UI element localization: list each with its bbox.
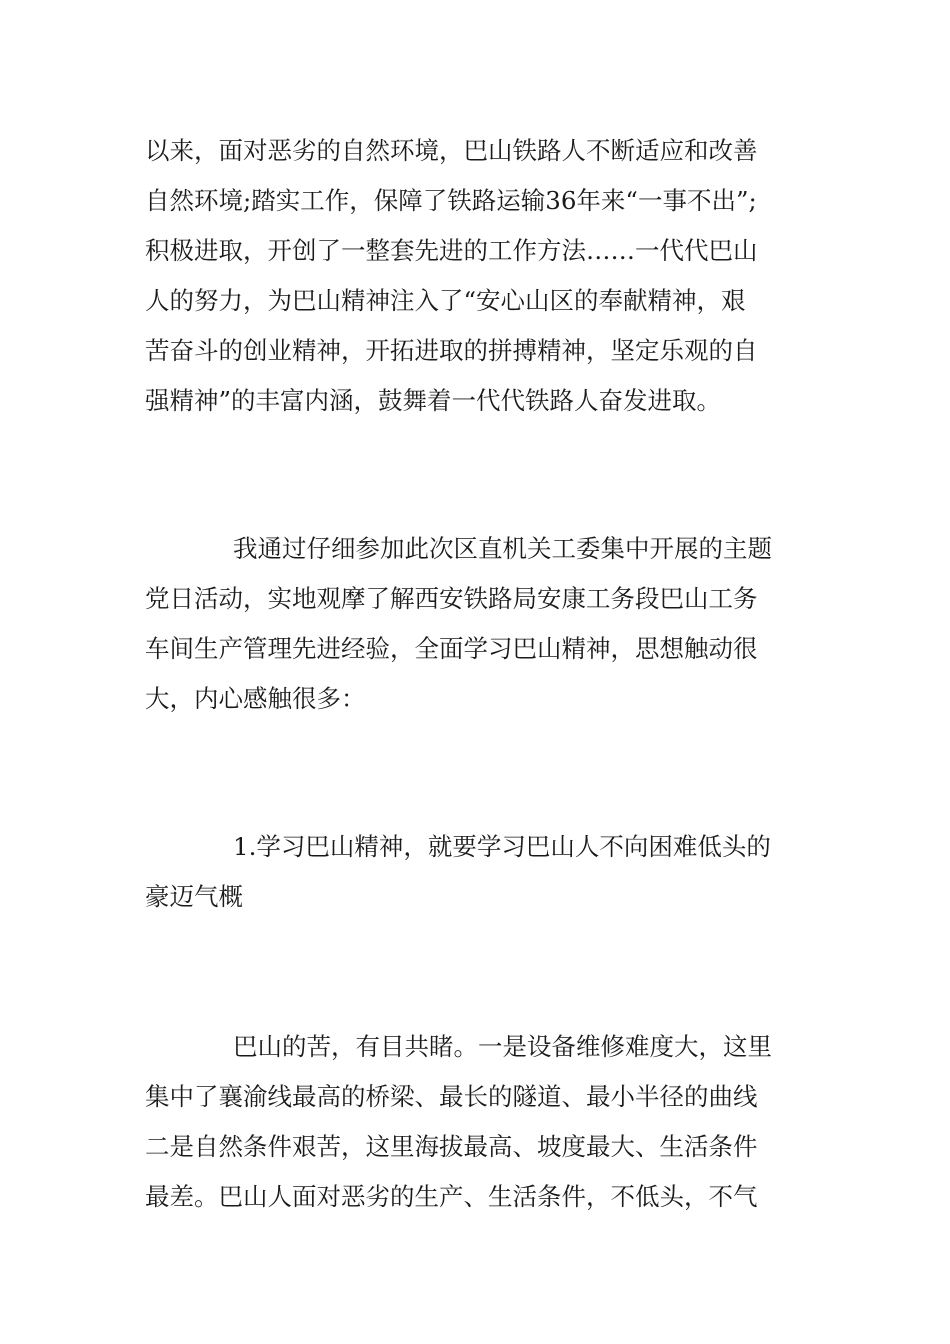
text-line: 强精神”的丰富内涵，鼓舞着一代代铁路人奋发进取。 <box>145 386 722 415</box>
text-line: 巴山的苦，有目共睹。一是设备维修难度大，这里 <box>233 1032 772 1061</box>
text-line: 车间生产管理先进经验，全面学习巴山精神，思想触动很 <box>145 634 758 663</box>
text-line: 以来，面对恶劣的自然环境，巴山铁路人不断适应和改善 <box>145 136 758 165</box>
text-line: 二是自然条件艰苦，这里海拔最高、坡度最大、生活条件 <box>145 1132 758 1161</box>
paragraph-bashan-hardship <box>145 1022 815 1222</box>
text-line: 大，内心感触很多： <box>145 684 366 713</box>
text-line: 最差。巴山人面对恶劣的生产、生活条件，不低头，不气 <box>145 1182 758 1211</box>
text-line: 我通过仔细参加此次区直机关工委集中开展的主题 <box>233 534 772 563</box>
text-line: 积极进取，开创了一整套先进的工作方法……一代代巴山 <box>145 236 758 265</box>
text-line: 人的努力，为巴山精神注入了“安心山区的奉献精神，艰 <box>145 286 746 315</box>
text-line: 集中了襄渝线最高的桥梁、最长的隧道、最小半径的曲线 <box>145 1082 758 1111</box>
paragraph-activity-reflection <box>145 524 815 724</box>
text-line: 自然环境;踏实工作，保障了铁路运输36年来“一事不出”; <box>145 186 757 215</box>
text-line: 苦奋斗的创业精神，开拓进取的拼搏精神，坚定乐观的自 <box>145 336 758 365</box>
text-line: 党日活动，实地观摩了解西安铁路局安康工务段巴山工务 <box>145 584 758 613</box>
paragraph-bashan-spirit-intro <box>145 126 815 426</box>
text-line: 豪迈气概 <box>145 882 243 911</box>
section-heading-1 <box>145 822 815 922</box>
text-line: 1.学习巴山精神，就要学习巴山人不向困难低头的 <box>233 832 771 861</box>
